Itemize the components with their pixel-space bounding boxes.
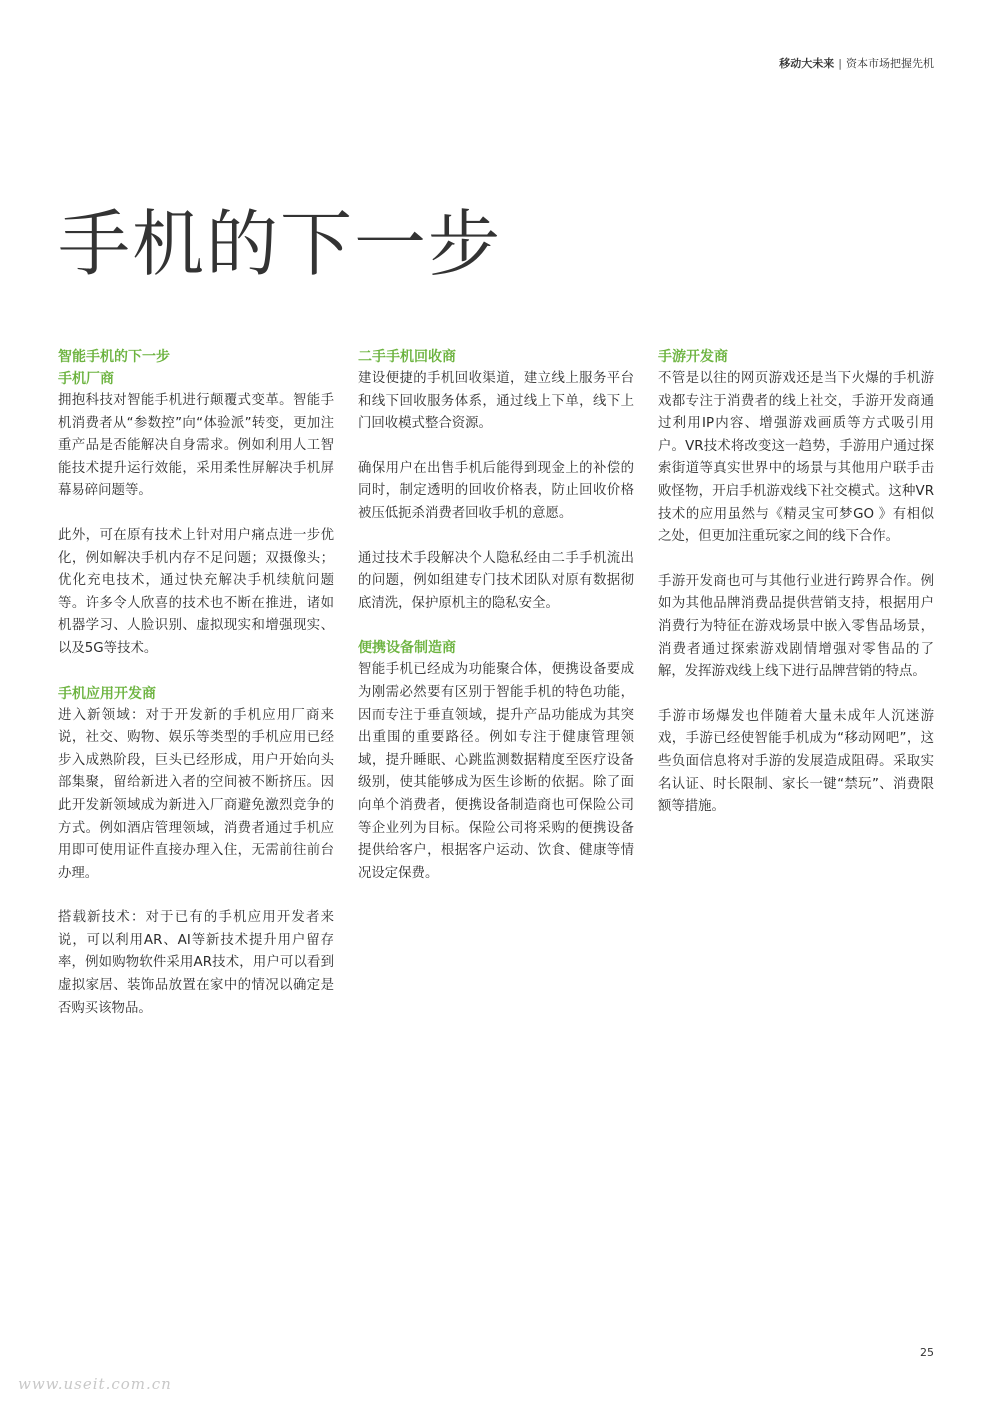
paragraph: 拥抱科技对智能手机进行颠覆式变革。智能手机消费者从“参数控”向“体验派”转变，更加注重产品是否能解决自身需求。例如利用人工智能技术提升运行效能，采用柔性屏解决手机屏幕易碎问题等。 — [58, 393, 334, 499]
subheading-device-makers: 便携设备制造商 — [358, 640, 456, 657]
paragraph: 建设便捷的手机回收渠道，建立线上服务平台和线下回收服务体系，通过线上下单，线下上门回收模式整合资源。 — [358, 371, 634, 432]
paragraph: 不管是以往的网页游戏还是当下火爆的手机游戏都专注于消费者的线上社交，手游开发商通过利用IP内容、增强游戏画质等方式吸引用户。VR技术将改变这一趋势，手游用户通过探索街道等真实世界中的场景与其他用户联手击败怪物，开启手机游戏线下社交模式。这种VR技术的应用虽然与《精灵宝可梦GO 》有相似之处，但更加注重玩家之间的线下合作。 — [658, 371, 934, 545]
page-number: 25 — [920, 1346, 934, 1359]
column-2 — [358, 346, 634, 885]
paragraph: 智能手机已经成为功能聚合体，便携设备要成为刚需必然要有区别于智能手机的特色功能，因而专注于垂直领域，提升产品功能成为其突出重围的重要路径。例如专注于健康管理领域，提升睡眠、心跳监测数据精度至医疗设备级别，使其能够成为医生诊断的依据。除了面向单个消费者，便携设备制造商也可保险公司等企业列为目标。保险公司将采购的便携设备提供给客户，根据客户运动、饮食、健康等情况设定保费。 — [358, 662, 634, 881]
section-heading: 智能手机的下一步 — [58, 349, 170, 365]
header-section: 移动大未来 — [779, 57, 835, 70]
paragraph: 此外，可在原有技术上针对用户痛点进一步优化，例如解决手机内存不足问题；双摄像头；优化充电技术，通过快充解决手机续航问题等。许多令人欣喜的技术也不断在推进，诸如机器学习、人脸识别、虚拟现实和增强现实、以及5G等技术。 — [58, 527, 334, 656]
paragraph: 手游市场爆发也伴随着大量未成年人沉迷游戏，手游已经使智能手机成为“移动网吧”，这些负面信息将对手游的发展造成阻碍。采取实名认证、时长限制、家长一键“禁玩”、消费限额等措施。 — [658, 708, 934, 815]
column-1 — [58, 346, 334, 1020]
header-subtitle: 资本市场把握先机 — [846, 57, 934, 70]
header-separator: | — [838, 57, 842, 70]
paragraph: 搭载新技术：对于已有的手机应用开发者来说，可以利用AR、AI等新技术提升用户留存率，例如购物软件采用AR技术，用户可以看到虚拟家居、装饰品放置在家中的情况以确定是否购买该物品。 — [58, 910, 334, 1016]
subheading-app-developers: 手机应用开发商 — [58, 685, 156, 702]
paragraph: 通过技术手段解决个人隐私经由二手手机流出的问题，例如组建专门技术团队对原有数据彻底清洗，保护原机主的隐私安全。 — [358, 550, 634, 611]
subheading-recyclers: 二手手机回收商 — [358, 349, 456, 365]
watermark: www.useit.com.cn — [18, 1375, 172, 1393]
subheading-phone-makers: 手机厂商 — [58, 371, 114, 387]
paragraph: 确保用户在出售手机后能得到现金上的补偿的同时，制定透明的回收价格表，防止回收价格被压低扼杀消费者回收手机的意愿。 — [358, 460, 634, 521]
subheading-game-developers: 手游开发商 — [658, 349, 728, 365]
page-title: 手机的下一步 — [58, 202, 503, 286]
column-3 — [658, 346, 934, 819]
paragraph: 进入新领域：对于开发新的手机应用厂商来说，社交、购物、娱乐等类型的手机应用已经步入成熟阶段，巨头已经形成，用户开始向头部集聚，留给新进入者的空间被不断挤压。因此开发新领域成为新进入厂商避免激烈竞争的方式。例如酒店管理领域，消费者通过手机应用即可使用证件直接办理入住，无需前往前台办理。 — [58, 707, 334, 881]
running-header — [779, 55, 934, 71]
paragraph: 手游开发商也可与其他行业进行跨界合作。例如为其他品牌消费品提供营销支持，根据用户消费行为特征在游戏场景中嵌入零售品场景，消费者通过探索游戏剧情增强对零售品的了解，发挥游戏线上线下进行品牌营销的特点。 — [658, 573, 934, 680]
